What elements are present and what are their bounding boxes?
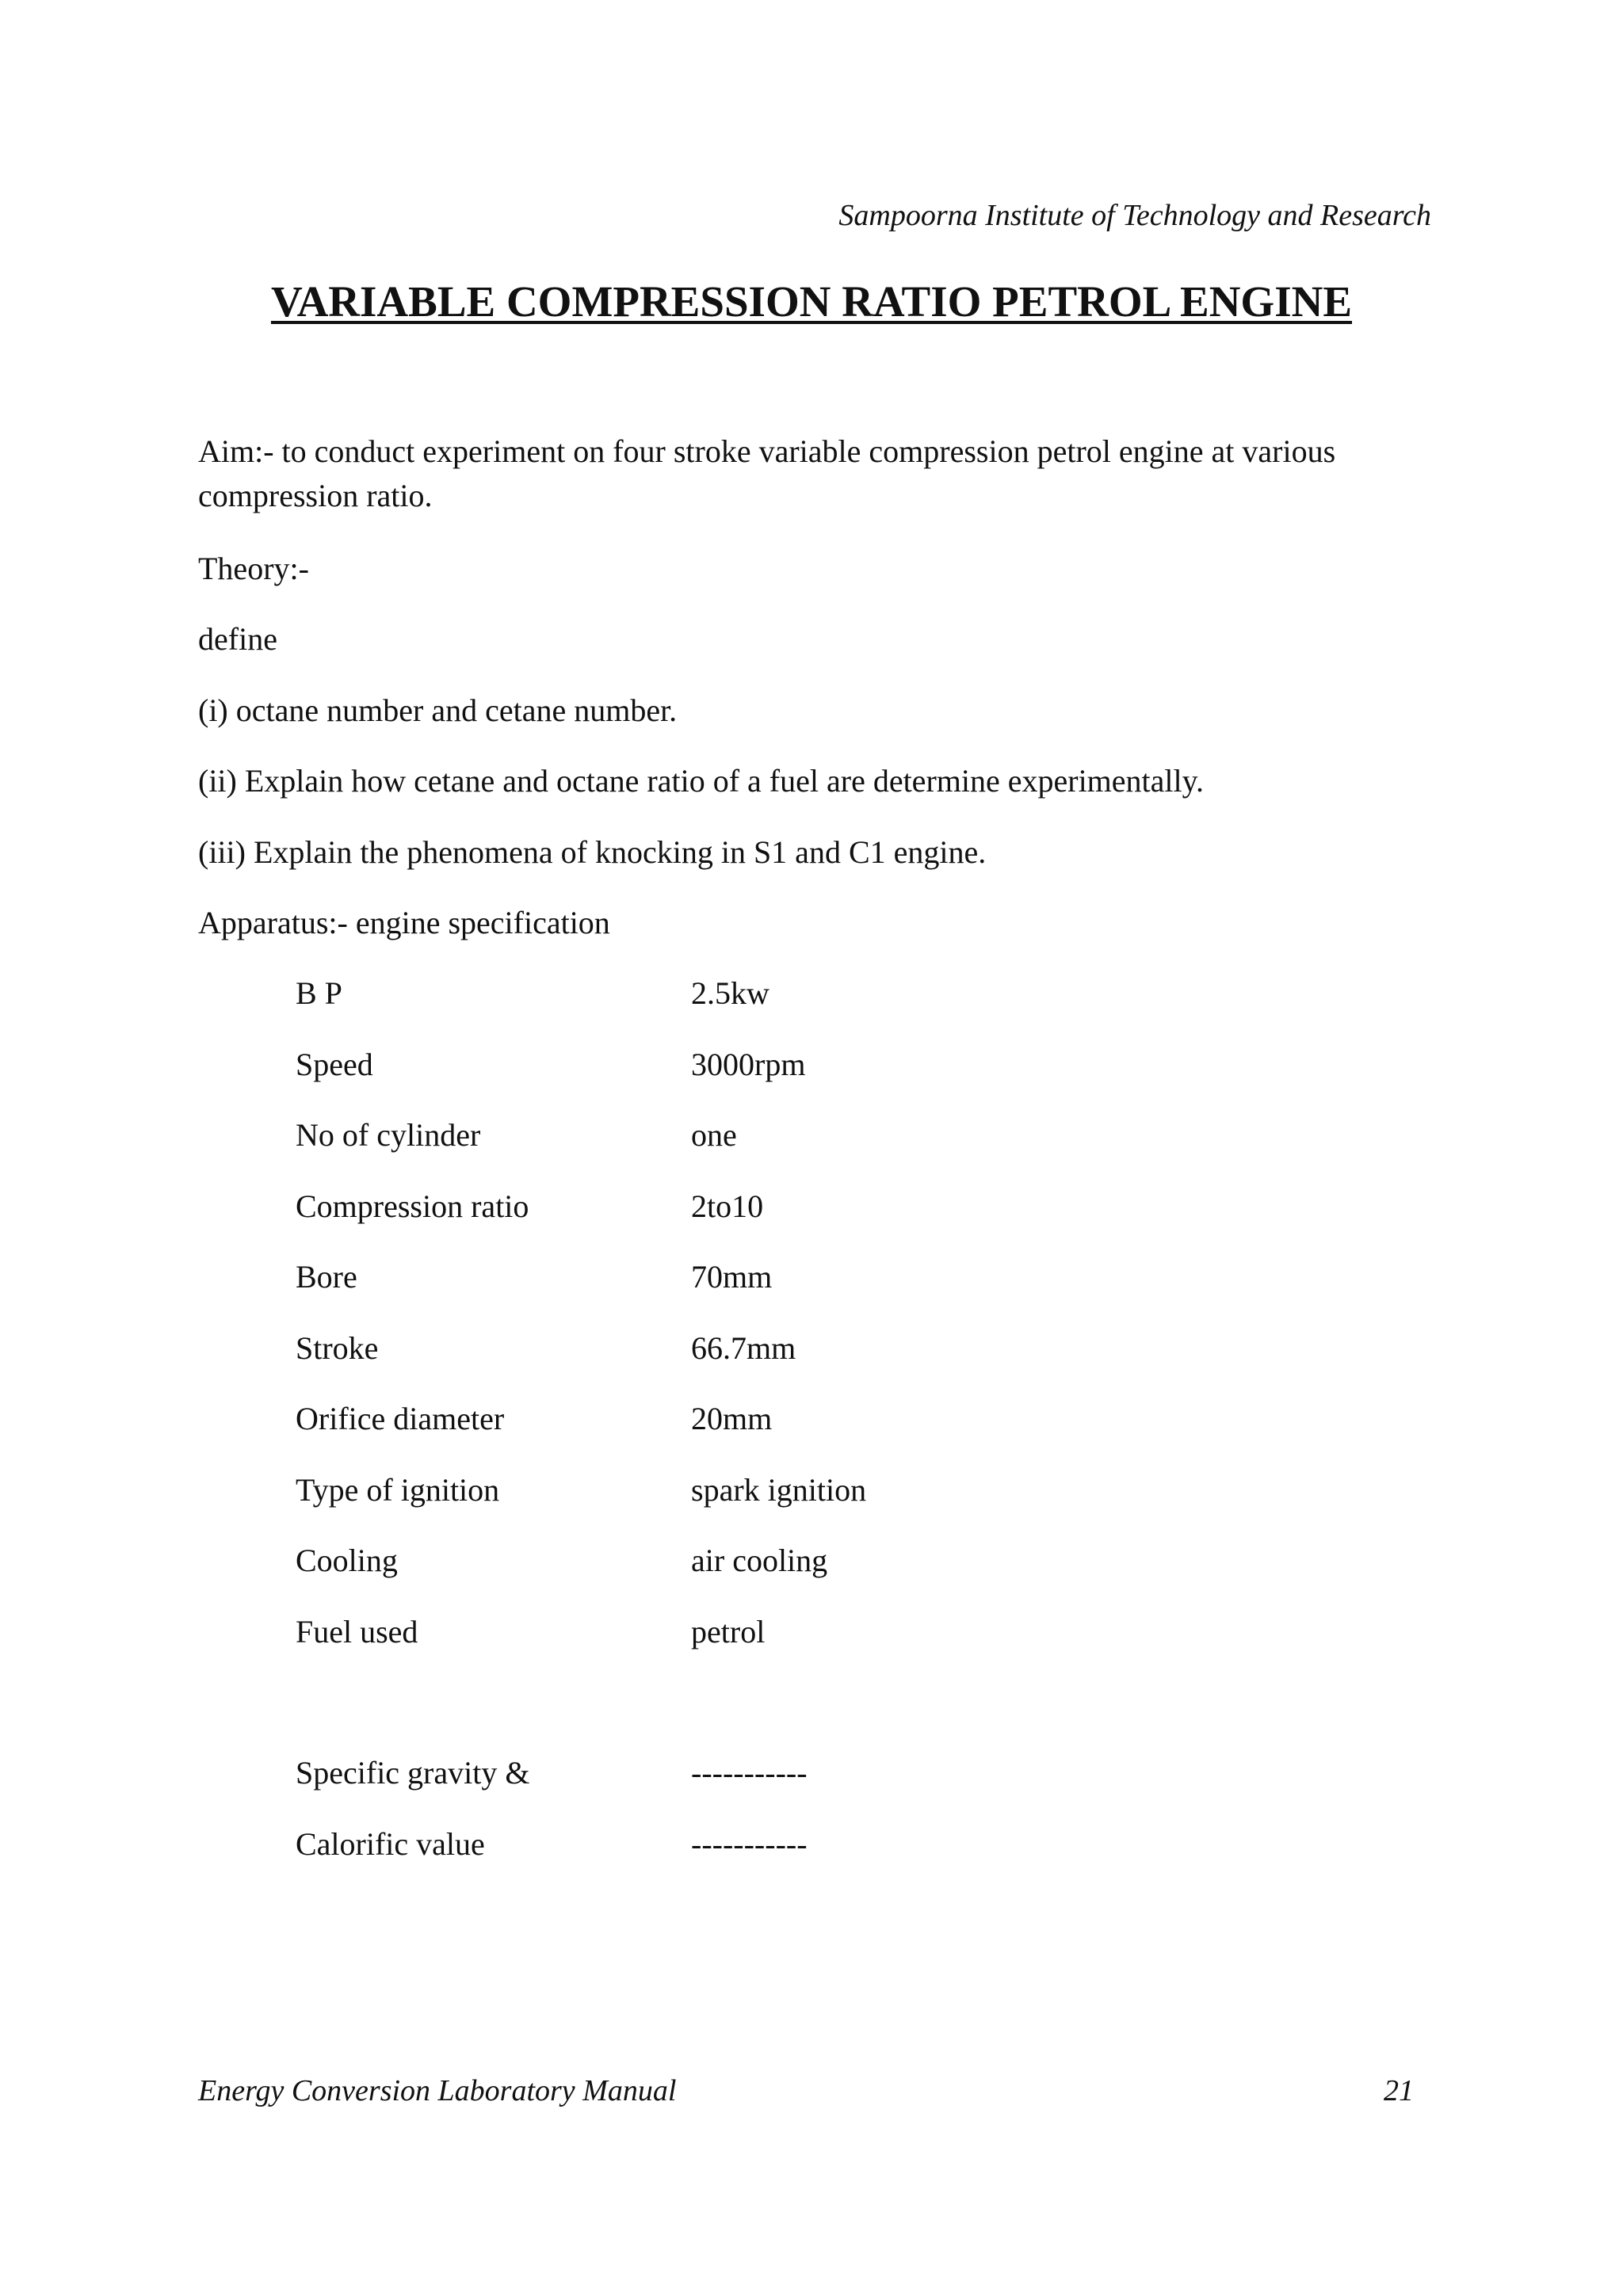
spec-label: Bore bbox=[296, 1259, 357, 1295]
spec-value: 3000rpm bbox=[691, 1047, 806, 1082]
spec-value: one bbox=[691, 1117, 737, 1153]
question-item: (iii) Explain the phenomena of knocking in S1 and C1 engine. bbox=[198, 834, 987, 870]
spec-value: air cooling bbox=[691, 1543, 828, 1578]
apparatus-heading: Apparatus:- engine specification bbox=[198, 905, 610, 940]
spec-label: Calorific value bbox=[296, 1826, 485, 1862]
aim-paragraph: Aim:- to conduct experiment on four stroke variable compression petrol engine at various compression ratio. bbox=[198, 433, 1336, 513]
spec-label: Specific gravity & bbox=[296, 1755, 530, 1791]
spec-row bbox=[296, 1822, 1167, 1867]
spec-row bbox=[296, 1468, 1167, 1512]
question-item: (i) octane number and cetane number. bbox=[198, 692, 678, 728]
spec-label: Stroke bbox=[296, 1330, 379, 1366]
spec-row bbox=[296, 1255, 1167, 1299]
question-item: (ii) Explain how cetane and octane ratio of a fuel are determine experimentally. bbox=[198, 763, 1205, 799]
spec-row bbox=[296, 1751, 1167, 1795]
footer-page-number: 21 bbox=[1384, 2074, 1414, 2107]
footer-manual-name: Energy Conversion Laboratory Manual bbox=[198, 2074, 677, 2107]
spec-value: 2to10 bbox=[691, 1188, 764, 1224]
spec-value: ----------- bbox=[691, 1755, 808, 1791]
spec-row bbox=[296, 1184, 1167, 1229]
spec-value: spark ignition bbox=[691, 1472, 867, 1508]
spec-label: Compression ratio bbox=[296, 1188, 529, 1224]
spec-row bbox=[296, 1610, 1167, 1654]
spec-label: No of cylinder bbox=[296, 1117, 481, 1153]
spec-row bbox=[296, 1397, 1167, 1441]
spec-row bbox=[296, 1326, 1167, 1371]
spec-value: 66.7mm bbox=[691, 1330, 796, 1366]
spec-row bbox=[296, 971, 1167, 1016]
spec-label: Type of ignition bbox=[296, 1472, 500, 1508]
spec-label: Fuel used bbox=[296, 1614, 418, 1650]
spec-value: petrol bbox=[691, 1614, 766, 1650]
spec-row bbox=[296, 1113, 1167, 1158]
spec-label: Orifice diameter bbox=[296, 1401, 505, 1436]
page-title: VARIABLE COMPRESSION RATIO PETROL ENGINE bbox=[270, 277, 1353, 326]
theory-heading: Theory:- bbox=[198, 551, 309, 586]
spec-row bbox=[296, 1539, 1167, 1583]
spec-label: Cooling bbox=[296, 1543, 398, 1578]
spec-label: B P bbox=[296, 975, 342, 1011]
spec-row bbox=[296, 1043, 1167, 1087]
spec-value: 2.5kw bbox=[691, 975, 769, 1011]
spec-value: 20mm bbox=[691, 1401, 773, 1436]
spec-value: ----------- bbox=[691, 1826, 808, 1862]
define-text: define bbox=[198, 621, 277, 657]
spec-label: Speed bbox=[296, 1047, 373, 1082]
institution-header: Sampoorna Institute of Technology and Research bbox=[838, 199, 1431, 232]
spec-value: 70mm bbox=[691, 1259, 773, 1295]
